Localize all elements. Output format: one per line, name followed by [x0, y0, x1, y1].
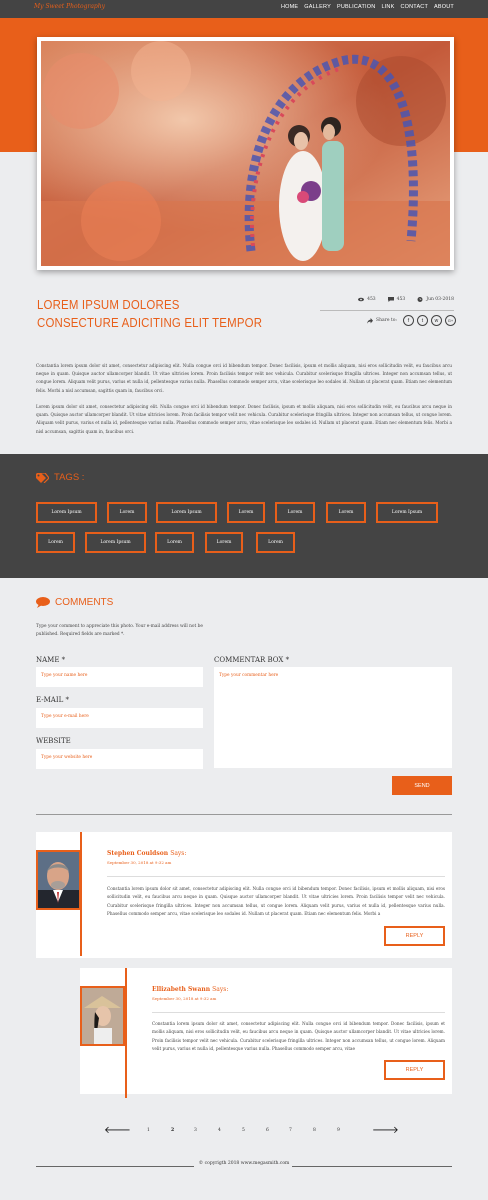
date-value: Jun 03-2018	[426, 297, 454, 302]
comments-heading	[36, 597, 113, 608]
comment-date: September 30, 2018 at 9:32 am	[107, 860, 172, 865]
footer-divider-left	[36, 1166, 194, 1167]
name-field[interactable]: Type your name here	[36, 667, 203, 687]
tag-icon	[36, 473, 49, 483]
share-icon	[367, 318, 373, 324]
comments-value: 453	[396, 297, 406, 302]
says-label: Says:	[170, 850, 187, 857]
share-bar	[367, 315, 456, 326]
tag-item[interactable]: Lorem Ipsum	[376, 502, 438, 523]
says-label: Says:	[212, 986, 229, 993]
comment-divider	[152, 1012, 445, 1013]
comment-author	[152, 986, 228, 993]
page-link[interactable]: 7	[289, 1128, 292, 1133]
page-link[interactable]: 1	[147, 1128, 150, 1133]
main-menu	[281, 4, 454, 10]
whatsapp-icon[interactable]: w	[431, 315, 442, 326]
footer-divider-right	[292, 1166, 452, 1167]
comment-box-label: COMMENTAR BOX *	[214, 656, 290, 664]
post-title	[37, 296, 262, 332]
share-label: Share to:	[376, 318, 397, 323]
email-field[interactable]: Type your e-mail here	[36, 708, 203, 728]
post-paragraph-2: Lorem ipsum dolor sit amet, consectetur adipiscing elit. Nulla congue orci id bibendum tempor. Donec facilisis, ipsum et mollis aliquam, nisi eros sollicitudin velit, eu faucibus arcu neque in quam. Quisque auctor ullamcorper blandit. Ut vitae ultricies lorem. Proin facilisis tempor velit nec vehicula. Curabitur scelerisque fringilla ultrices. Integer non accumsan tellus, ut congue lorem. Aliquam velit purus, varius et nulla id, pellentesque varius nulla. Phasellus commodo semper arcu, vitae scelerisque leo sodales id. Nullam ut placerat quam. Etiam nec elementum felis. Morbi a nisl accumsan, sagittis quam in, faucibus orci.	[36, 404, 452, 434]
page-link[interactable]: 9	[337, 1128, 340, 1133]
clock-icon	[417, 297, 423, 302]
name-label: NAME *	[36, 656, 66, 664]
speech-bubble-icon	[36, 597, 50, 608]
tag-item[interactable]: Lorem Ipsum	[156, 502, 217, 523]
comments-heading-text: COMMENTS	[55, 597, 114, 608]
menu-item-gallery[interactable]: GALLERY	[304, 4, 331, 10]
page-link[interactable]: 8	[313, 1128, 316, 1133]
comments-intro: Type your comment to appreciate this photo. Your e-mail address will not be published. Required fields are marked *.	[36, 624, 203, 638]
tag-item[interactable]: Lorem Ipsum	[36, 502, 97, 523]
page-link[interactable]: 6	[266, 1128, 269, 1133]
menu-item-link[interactable]: LINK	[381, 4, 395, 10]
post-title-line-1: LOREM IPSUM DOLORES	[37, 297, 180, 312]
tag-item[interactable]: Lorem	[107, 502, 147, 523]
arrow-left-icon[interactable]: 🡐	[104, 1125, 131, 1136]
email-label: E-MAIL *	[36, 696, 69, 704]
post-meta	[320, 297, 454, 302]
comment-text: Constantia lorem ipsum dolor sit amet, consectetur adipiscing elit. Nulla congue orci id bibendum tempor. Donec facilisis, ipsum et mollis aliquam, nisi eros sollicitudin velit, eu faucibus arcu neque in quam. Quisque auctor ullamcorper blandit. Ut vitae ultricies lorem. Proin facilisis tempor velit nec vehicula. Curabitur scelerisque fringilla ultrices. Integer non accumsan tellus, ut congue lorem. Aliquam velit purus, varius et nulla id, pellentesque varius nulla. Phasellus commodo semper arcu, vitae scelerisque leo sodales id. Nullam ut placerat quam. Etiam nec elementum felis. Morbi a	[107, 886, 445, 917]
meta-divider	[320, 310, 454, 311]
page-link[interactable]: 4	[218, 1128, 221, 1133]
hero-photo	[37, 37, 454, 270]
reply-button[interactable]: REPLY	[384, 1060, 445, 1080]
tags-heading	[36, 472, 84, 483]
copyright-text: © copyrigth 2018 www.megasmith.com	[198, 1161, 290, 1166]
eye-icon	[358, 297, 364, 302]
post-title-line-2: CONSECTURE ADICITING ELIT TEMPOR	[37, 315, 263, 330]
views-value: 453	[367, 297, 376, 302]
author-name[interactable]: Ellizabeth Swann	[152, 986, 211, 993]
comment-author	[107, 850, 186, 857]
comment-thread-line	[125, 968, 127, 1098]
tag-item[interactable]: Lorem	[256, 532, 295, 553]
reply-button[interactable]: REPLY	[384, 926, 445, 946]
send-button[interactable]: SEND	[392, 776, 452, 795]
comment-icon	[388, 297, 394, 302]
comment-text: Constantia lorem ipsum dolor sit amet, consectetur adipiscing elit. Nulla congue orci id bibendum tempor. Donec facilisis, ipsum et mollis aliquam, nisi eros sollicitudin velit, eu faucibus arcu neque in quam. Quisque auctor ullamcorper blandit. Ut vitae ultricies lorem. Proin facilisis tempor velit nec vehicula. Curabitur scelerisque fringilla ultrices. Integer non accumsan tellus, ut congue lorem. Aliquam velit purus, varius et nulla id, pellentesque varius nulla. Phasellus commodo semper arcu, vitae	[152, 1021, 445, 1052]
page-link[interactable]: 5	[242, 1128, 245, 1133]
tags-heading-text: TAGS :	[54, 472, 85, 483]
post-paragraph-1: Constantia lorem ipsum dolor sit amet, consectetur adipiscing elit. Nulla congue orci id bibendum tempor. Donec facilisis, ipsum et mollis aliquam, nisi eros sollicitudin velit, eu faucibus arcu neque in quam. Quisque auctor ullamcorper blandit. Ut vitae ultricies lorem. Proin facilisis tempor velit nec vehicula. Curabitur scelerisque fringilla ultrices. Integer non accumsan tellus, ut congue lorem. Aliquam velit purus, varius et nulla id, pellentesque varius nulla. Phasellus commodo semper arcu, vitae scelerisque leo sodales id. Nullam ut placerat quam. Etiam nec elementum felis. Morbi a nisl accumsan, sagittis quam in, faucibus orci.	[36, 363, 452, 393]
tag-item[interactable]: Lorem	[36, 532, 75, 553]
page-link[interactable]: 3	[194, 1128, 197, 1133]
menu-item-publication[interactable]: PUBLICATION	[336, 4, 376, 10]
menu-item-about[interactable]: ABOUT	[434, 4, 454, 10]
avatar	[80, 986, 125, 1046]
menu-item-contact[interactable]: CONTACT	[400, 4, 429, 10]
comment-date: September 30, 2018 at 9:32 am	[152, 996, 217, 1001]
site-logo[interactable]: My Sweet Photography	[34, 3, 106, 10]
comment-textarea[interactable]: Type your commentar here	[214, 667, 452, 768]
section-divider	[36, 814, 452, 815]
comments-count	[388, 297, 406, 302]
avatar	[36, 850, 81, 910]
comment-divider	[107, 876, 445, 877]
top-nav	[0, 0, 488, 18]
page-link-current[interactable]: 2	[171, 1128, 175, 1133]
arrow-right-icon[interactable]: 🡒	[372, 1125, 399, 1136]
google-plus-icon[interactable]: G+	[445, 315, 456, 326]
views-count	[358, 297, 376, 302]
website-field[interactable]: Type your website here	[36, 749, 203, 769]
tags-section	[0, 454, 488, 578]
tag-item[interactable]: Lorem	[227, 502, 265, 523]
author-name[interactable]: Stephen Couldson	[107, 850, 169, 857]
tag-item[interactable]: Lorem Ipsum	[85, 532, 146, 553]
facebook-icon[interactable]: f	[403, 315, 414, 326]
tag-item[interactable]: Lorem	[326, 502, 366, 523]
twitter-icon[interactable]: t	[417, 315, 428, 326]
tag-item[interactable]: Lorem	[275, 502, 315, 523]
menu-item-home[interactable]: HOME	[280, 4, 299, 10]
tag-item[interactable]: Lorem	[205, 532, 243, 553]
tag-item[interactable]: Lorem	[155, 532, 194, 553]
post-date	[417, 297, 454, 302]
pagination	[104, 1124, 399, 1138]
website-label: WEBSITE	[36, 737, 71, 745]
